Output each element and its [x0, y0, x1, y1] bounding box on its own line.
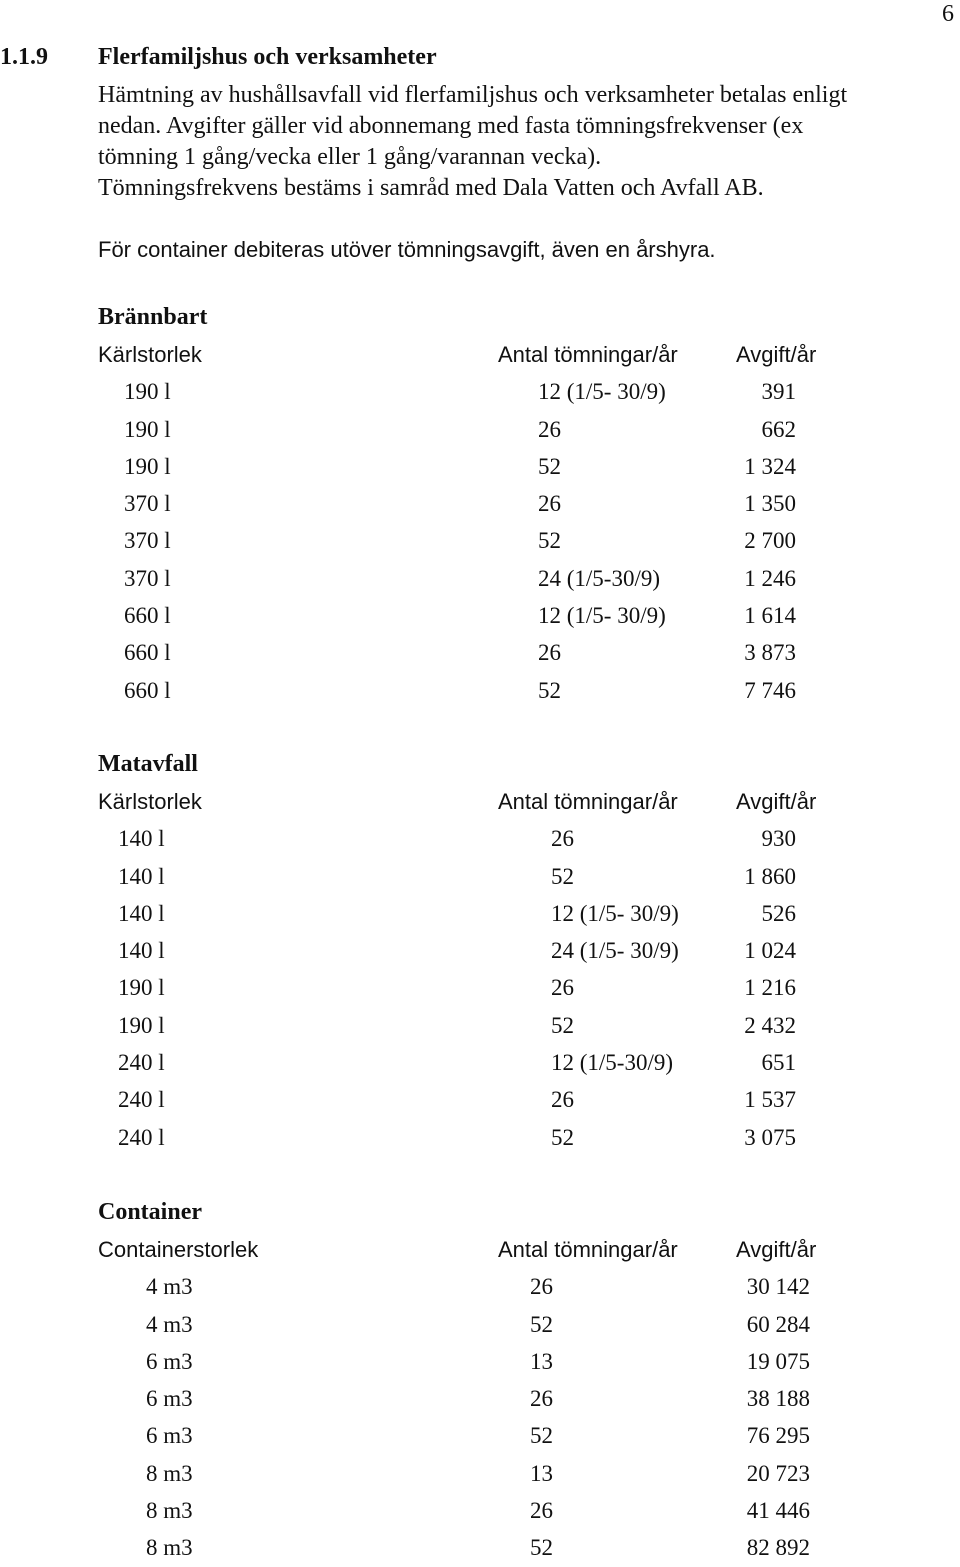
cell-size: 240 l	[118, 1050, 165, 1076]
table-row	[98, 1492, 858, 1529]
cell-count: 52	[551, 1012, 574, 1038]
table-row	[98, 1529, 858, 1566]
table-row	[98, 969, 858, 1006]
cell-count: 26	[551, 975, 574, 1001]
cell-fee: 930	[761, 826, 796, 852]
header-fee: Avgift/år	[736, 789, 817, 814]
cell-count: 26	[530, 1386, 553, 1412]
cell-fee: 1 324	[744, 453, 796, 479]
cell-size: 370 l	[124, 565, 171, 591]
table-row	[98, 1417, 858, 1454]
intro-line: Hämtning av hushållsavfall vid flerfamiljshus och verksamheter betalas enligt	[98, 82, 848, 108]
table-row	[98, 672, 858, 709]
table-row	[98, 1343, 858, 1380]
table-row	[98, 485, 858, 522]
table-row	[98, 373, 858, 410]
fee-table-matavfall	[98, 746, 858, 1156]
cell-fee: 30 142	[746, 1274, 810, 1300]
cell-count: 52	[530, 1311, 553, 1337]
cell-count: 26	[530, 1498, 553, 1524]
cell-count: 52	[530, 1535, 553, 1561]
cell-fee: 651	[761, 1050, 796, 1076]
table-title: Container	[98, 1199, 202, 1225]
cell-size: 190 l	[124, 453, 171, 479]
table-row	[98, 448, 858, 485]
cell-count: 52	[551, 863, 574, 889]
cell-fee: 41 446	[746, 1498, 810, 1524]
table-header	[98, 783, 858, 820]
cell-size: 6 m3	[146, 1386, 193, 1412]
table-row	[98, 1044, 858, 1081]
table-body	[98, 820, 858, 1156]
cell-count: 26	[551, 826, 574, 852]
cell-fee: 526	[761, 900, 796, 926]
cell-count: 52	[530, 1423, 553, 1449]
cell-fee: 1 024	[744, 938, 796, 964]
header-count: Antal tömningar/år	[498, 789, 678, 814]
cell-count: 52	[538, 528, 561, 554]
table-title: Matavfall	[98, 751, 198, 777]
cell-size: 4 m3	[146, 1274, 193, 1300]
cell-count: 26	[538, 416, 561, 442]
cell-size: 6 m3	[146, 1423, 193, 1449]
table-row	[98, 858, 858, 895]
cell-count: 12 (1/5- 30/9)	[551, 900, 679, 926]
table-body	[98, 1268, 858, 1566]
cell-fee: 60 284	[746, 1311, 810, 1337]
container-note: För container debiteras utöver tömningsavgift, även en årshyra.	[98, 237, 716, 262]
cell-size: 140 l	[118, 826, 165, 852]
table-row	[98, 932, 858, 969]
table-row	[98, 895, 858, 932]
cell-size: 660 l	[124, 677, 171, 703]
table-row	[98, 820, 858, 857]
section-number: 1.1.9	[0, 44, 48, 70]
cell-size: 140 l	[118, 900, 165, 926]
cell-count: 26	[551, 1087, 574, 1113]
header-size: Containerstorlek	[98, 1237, 259, 1262]
cell-count: 13	[530, 1460, 553, 1486]
cell-size: 190 l	[124, 379, 171, 405]
cell-size: 190 l	[118, 1012, 165, 1038]
header-count: Antal tömningar/år	[498, 1237, 678, 1262]
header-count: Antal tömningar/år	[498, 342, 678, 367]
cell-size: 140 l	[118, 863, 165, 889]
header-size: Kärlstorlek	[98, 342, 202, 367]
table-row	[98, 1268, 858, 1305]
cell-fee: 3 873	[744, 640, 796, 666]
cell-size: 240 l	[118, 1124, 165, 1150]
cell-fee: 1 614	[744, 603, 796, 629]
table-row	[98, 1081, 858, 1118]
cell-size: 240 l	[118, 1087, 165, 1113]
cell-count: 52	[538, 677, 561, 703]
cell-count: 52	[551, 1124, 574, 1150]
cell-count: 13	[530, 1348, 553, 1374]
header-size: Kärlstorlek	[98, 789, 202, 814]
cell-count: 12 (1/5- 30/9)	[538, 379, 666, 405]
cell-count: 26	[538, 491, 561, 517]
cell-size: 190 l	[118, 975, 165, 1001]
table-header	[98, 336, 858, 373]
table-row	[98, 634, 858, 671]
header-fee: Avgift/år	[736, 342, 817, 367]
cell-fee: 1 860	[744, 863, 796, 889]
cell-fee: 1 537	[744, 1087, 796, 1113]
table-row	[98, 1119, 858, 1156]
table-row	[98, 1455, 858, 1492]
table-body	[98, 373, 858, 709]
cell-fee: 2 700	[744, 528, 796, 554]
cell-size: 8 m3	[146, 1460, 193, 1486]
cell-fee: 1 246	[744, 565, 796, 591]
header-fee: Avgift/år	[736, 1237, 817, 1262]
cell-size: 6 m3	[146, 1348, 193, 1374]
cell-fee: 2 432	[744, 1012, 796, 1038]
page-number: 6	[942, 1, 954, 27]
cell-size: 8 m3	[146, 1498, 193, 1524]
table-header	[98, 1231, 858, 1268]
cell-fee: 20 723	[746, 1460, 810, 1486]
cell-count: 52	[538, 453, 561, 479]
table-row	[98, 1306, 858, 1343]
cell-size: 370 l	[124, 491, 171, 517]
cell-size: 660 l	[124, 603, 171, 629]
section-title: Flerfamiljshus och verksamheter	[98, 44, 437, 70]
cell-size: 8 m3	[146, 1535, 193, 1561]
table-title: Brännbart	[98, 304, 208, 330]
table-row	[98, 522, 858, 559]
cell-count: 24 (1/5- 30/9)	[551, 938, 679, 964]
cell-count: 26	[530, 1274, 553, 1300]
table-row	[98, 1380, 858, 1417]
cell-fee: 1 216	[744, 975, 796, 1001]
cell-size: 190 l	[124, 416, 171, 442]
table-row	[98, 560, 858, 597]
intro-paragraph	[98, 80, 958, 204]
table-row	[98, 1007, 858, 1044]
cell-fee: 76 295	[746, 1423, 810, 1449]
cell-fee: 82 892	[746, 1535, 810, 1561]
fee-table-container	[98, 1194, 858, 1567]
cell-count: 24 (1/5-30/9)	[538, 565, 661, 591]
table-row	[98, 411, 858, 448]
cell-fee: 19 075	[746, 1348, 810, 1374]
cell-fee: 7 746	[744, 677, 796, 703]
cell-size: 140 l	[118, 938, 165, 964]
cell-fee: 3 075	[744, 1124, 796, 1150]
cell-size: 4 m3	[146, 1311, 193, 1337]
intro-line: tömning 1 gång/vecka eller 1 gång/varannan vecka).	[98, 144, 602, 170]
cell-count: 12 (1/5-30/9)	[551, 1050, 674, 1076]
fee-table-brannbart	[98, 299, 858, 709]
cell-count: 12 (1/5- 30/9)	[538, 603, 666, 629]
table-row	[98, 597, 858, 634]
cell-fee: 662	[761, 416, 796, 442]
cell-size: 660 l	[124, 640, 171, 666]
cell-fee: 1 350	[744, 491, 796, 517]
intro-line: Tömningsfrekvens bestäms i samråd med Dala Vatten och Avfall AB.	[98, 175, 764, 201]
cell-size: 370 l	[124, 528, 171, 554]
cell-fee: 38 188	[746, 1386, 810, 1412]
cell-fee: 391	[761, 379, 796, 405]
intro-line: nedan. Avgifter gäller vid abonnemang med fasta tömningsfrekvenser (ex	[98, 113, 804, 139]
cell-count: 26	[538, 640, 561, 666]
